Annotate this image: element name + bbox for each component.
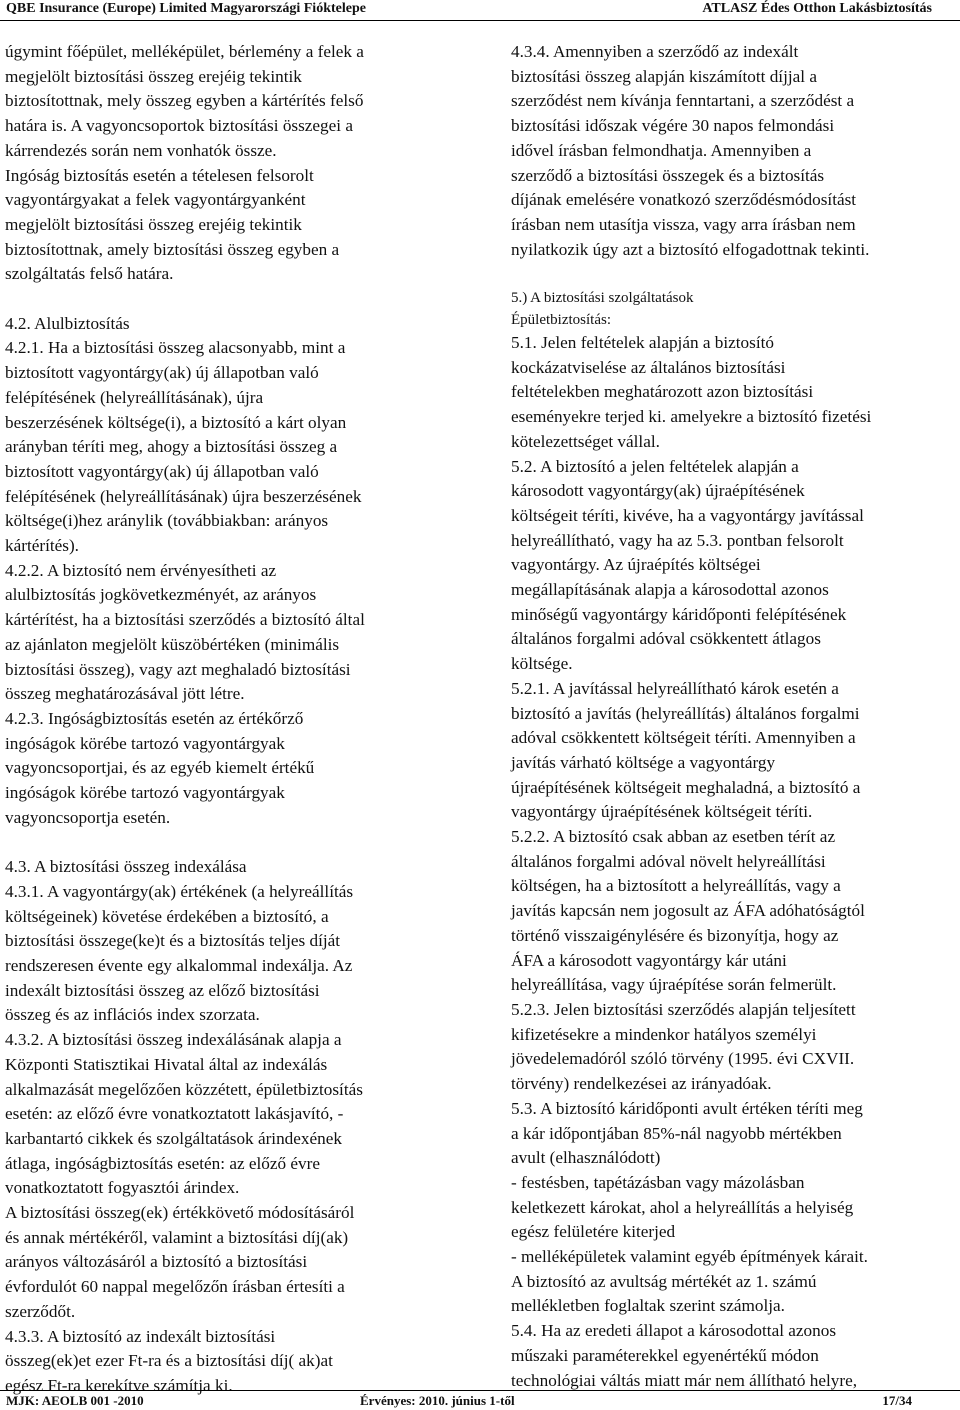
text-line: szerződést nem kívánja fenntartani, a szerződést a (511, 91, 855, 111)
text-line: feltételekben meghatározott azon biztosítási (511, 382, 814, 402)
text-line: arányos változásáról a biztosító a biztosítási (5, 1252, 308, 1272)
text-line: költsége. (511, 654, 573, 674)
text-line: 4.2. Alulbiztosítás (5, 313, 130, 333)
text-line: ÁFA a károsodott vagyontárgy kár utáni (511, 950, 787, 970)
text-line: vagyoncsoportjai, és az egyéb kiemelt értékű (5, 758, 315, 778)
text-line: javítás várható költsége a vagyontárgy (511, 752, 776, 772)
text-line: szerződőt. (5, 1301, 76, 1321)
paragraph-spacer (5, 287, 450, 312)
page-footer (0, 1390, 960, 1410)
text-line: avult (elhasználódott) (511, 1148, 661, 1168)
text-line: vagyontárgy újraépítésének költségeit téríti. (511, 802, 813, 822)
text-line: arányban téríti meg, ahogy a biztosítási összeg a (5, 437, 338, 457)
text-line: biztosítási összeg alapján kiszámított díjjal a (511, 66, 817, 86)
text-line: karbantartó cikkek és szolgáltatások árindexének (5, 1128, 342, 1148)
text-line: jövedelemadóról szóló törvény (1995. évi CXVII. (511, 1049, 855, 1069)
text-line: általános forgalmi adóval csökkentett átlagos (511, 629, 821, 649)
text-line: szolgáltatás felső határa. (5, 264, 174, 284)
text-line: általános forgalmi adóval növelt helyreállítási (511, 851, 826, 871)
text-line: vagyontárgyakat a felek vagyontárgyanként (5, 190, 306, 210)
header-product: ATLASZ Édes Otthon Lakásbiztosítás (702, 1, 932, 16)
text-line: A biztosító az avultság mértékét az 1. számú (511, 1271, 817, 1291)
text-line: úgymint főépület, melléképület, bérlemény a felek a (5, 42, 364, 61)
text-line: összeg meghatározásával jött létre. (5, 684, 245, 704)
text-line: vagyontárgy. Az újraépítés költségei (511, 555, 761, 575)
text-line: az ajánlaton megjelölt küszöbértéken (minimális (5, 634, 340, 654)
text-line: egész Ft-ra kerekítve számítja ki. (5, 1375, 233, 1395)
text-line: biztosítási összege(ke)t és a biztosítás teljes díját (5, 931, 341, 951)
text-line: mellékletben foglaltak szerint számolja. (511, 1296, 785, 1316)
text-line: Központi Statisztikai Hivatal által az indexálás (5, 1054, 328, 1074)
footer-valid-from: Érvényes: 2010. június 1-től (360, 1393, 515, 1408)
text-line: szerződő a biztosítási összegek és a biztosítás (511, 165, 825, 185)
right-column-section-5 (511, 331, 956, 1393)
text-line: és annak mértékéről, valamint a biztosítási díj(ak) (5, 1227, 349, 1247)
text-line: 4.2.3. Ingóságbiztosítás esetén az értékőrző (5, 708, 304, 728)
text-line: felépítésének (helyreállításának) újra beszerzésének (5, 486, 362, 506)
text-line: károsodott vagyontárgy(ak) újraépítésének (511, 481, 805, 501)
text-line: 5.4. Ha az eredeti állapot a károsodottal azonos (511, 1321, 837, 1341)
text-line: kockázatviselése az általános biztosítási (511, 357, 786, 377)
text-line: 4.3. A biztosítási összeg indexálása (5, 857, 247, 877)
text-line: alkalmazását megelőzően közzétett, épületbiztosítás (5, 1079, 363, 1099)
text-line: 5.3. A biztosító káridőponti avult értéken téríti meg (511, 1098, 863, 1118)
text-line: megjelölt biztosítási összeg erejéig tekintik (5, 214, 302, 234)
text-line: ingóságok körébe tartozó vagyontárgyak (5, 733, 285, 753)
text-line: költségeinek) követése érdekében a biztosító, a (5, 906, 329, 926)
text-line: felépítésének (helyreállításának), újra (5, 387, 264, 407)
text-line: vagyoncsoportja esetén. (5, 807, 171, 827)
text-line: alulbiztosítás jogkövetkezményét, az arányos (5, 585, 317, 605)
text-line: 5.1. Jelen feltételek alapján a biztosító (511, 333, 774, 353)
text-line: 5.2.3. Jelen biztosítási szerződés alapján teljesített (511, 1000, 856, 1019)
text-line: ingóságok körébe tartozó vagyontárgyak (5, 783, 285, 803)
text-line: törvény) rendelkezései az irányadóak. (511, 1074, 772, 1094)
text-line: idővel írásban felmondhatja. Amennyiben a (511, 140, 812, 160)
text-line: újraépítésének költségeit meghaladná, a biztosító a (511, 777, 861, 797)
text-line: 4.3.4. Amennyiben a szerződő az indexált (511, 42, 799, 61)
text-line: költsége(i)hez aránylik (továbbiakban: arányos (5, 511, 329, 531)
text-line: költségeit téríti, kivéve, ha a vagyontárgy javítással (511, 505, 864, 525)
text-line: kifizetésekre a mindenkor hatályos személyi (511, 1024, 817, 1044)
text-line: keletkezett károkat, ahol a helyreállítás a helyiség (511, 1197, 854, 1217)
text-line: kötelezettséget vállal. (511, 431, 660, 451)
text-line: - festésben, tapétázásban vagy mázolásban (511, 1172, 805, 1192)
text-line: költségen, ha a biztosított a helyreállítás, vagy a (511, 876, 841, 896)
paragraph-spacer (5, 830, 450, 855)
text-line: kártérítés). (5, 536, 79, 556)
text-line: adóval csökkentett költségeit téríti. Amennyiben a (511, 728, 856, 748)
text-line: A biztosítási összeg(ek) értékkövető módosításáról (5, 1203, 355, 1223)
text-line: eseményekre terjed ki. amelyekre a biztosító fizetési (511, 407, 872, 427)
text-line: biztosított vagyontárgy(ak) új állapotban való (5, 363, 319, 383)
text-line: esetén: az előző évre vonatkoztatott lakásjavító, - (5, 1104, 344, 1124)
text-line: biztosító a javítás (helyreállítás) általános forgalmi (511, 703, 860, 723)
text-line: nyilatkozik úgy azt a biztosító elfogadottnak tekinti. (511, 239, 870, 259)
text-line: 5.2.1. A javítással helyreállítható károk esetén a (511, 678, 839, 698)
text-line: biztosítottnak, mely összeg egyben a kártérítés felső (5, 91, 364, 111)
spacer (511, 262, 956, 287)
text-line: - melléképületek valamint egyéb építmények kárait. (511, 1247, 868, 1267)
text-line: 4.3.2. A biztosítási összeg indexálásának alapja a (5, 1030, 342, 1050)
footer-doc-code: MJK: AEOLB 001 -2010 (6, 1393, 144, 1408)
text-line: biztosított vagyontárgy(ak) új állapotban való (5, 461, 319, 481)
text-line: díjának emelésére vonatkozó szerződésmódosítást (511, 190, 857, 210)
text-line: műszaki paraméterekkel egyenértékű módon (511, 1345, 819, 1365)
text-line: vonatkoztatott fogyasztói árindex. (5, 1178, 240, 1198)
right-column (511, 40, 956, 1393)
text-line: biztosítási időszak végére 30 napos felmondási (511, 116, 835, 136)
text-line: megállapításának alapja a károsodottal azonos (511, 580, 829, 600)
header-company: QBE Insurance (Europe) Limited Magyarországi Fióktelepe (6, 1, 366, 16)
text-line: átlaga, ingóságbiztosítás esetén: az előző évre (5, 1153, 320, 1173)
text-line: megjelölt biztosítási összeg erejéig tekintik (5, 66, 302, 86)
text-line: 4.3.1. A vagyontárgy(ak) értékének (a helyreállítás (5, 881, 354, 901)
text-line: helyreállítása, vagy újraépítése során felmerült. (511, 975, 837, 995)
page-header (0, 0, 960, 21)
left-column (5, 40, 450, 1399)
text-line: 5.) A biztosítási szolgáltatások (511, 290, 694, 307)
text-line: évfordulót 60 nappal megelőzőn írásban értesíti a (5, 1277, 345, 1297)
text-line: a kár időpontjában 85%-nál nagyobb mértékben (511, 1123, 842, 1143)
text-line: biztosítottnak, amely biztosítási összeg egyben a (5, 239, 340, 259)
text-line: rendszeresen évente egy alkalommal indexálja. Az (5, 955, 353, 975)
text-line: javítás kapcsán nem jogosult az ÁFA adóhatóságtól (511, 901, 865, 921)
text-line: 4.2.2. A biztosító nem érvényesítheti az (5, 560, 277, 580)
footer-page-number: 17/34 (882, 1393, 912, 1408)
text-line: biztosítási összeg), vagy azt meghaladó biztosítási (5, 659, 351, 679)
text-line: 4.2.1. Ha a biztosítási összeg alacsonyabb, mint a (5, 338, 346, 358)
text-line: 5.2. A biztosító a jelen feltételek alapján a (511, 456, 799, 476)
text-line: írásban nem utasítja vissza, vagy arra írásban nem (511, 214, 856, 234)
text-line: egész felületére kiterjed (511, 1222, 676, 1242)
text-line: 5.2.2. A biztosító csak abban az esetben térít az (511, 827, 836, 847)
text-line: helyreállítható, vagy ha az 5.3. pontban felsorolt (511, 530, 844, 550)
text-line: határa is. A vagyoncsoportok biztosítási összegei a (5, 116, 353, 136)
right-column-heading (511, 287, 956, 331)
text-line: Ingóság biztosítás esetén a tételesen felsorolt (5, 165, 314, 185)
text-line: beszerzésének költsége(i), a biztosító a kárt olyan (5, 412, 347, 432)
text-line: 4.3.3. A biztosító az indexált biztosítási (5, 1326, 276, 1346)
right-column-section-434 (511, 40, 956, 262)
text-line: technológiai váltás miatt már nem állítható helyre, (511, 1370, 858, 1390)
text-line: minőségű vagyontárgy káridőponti felépítésének (511, 604, 847, 624)
text-line: történő visszaigénylésére és bizonyítja, hogy az (511, 925, 839, 945)
text-line: indexált biztosítási összeg az előző biztosítási (5, 980, 320, 1000)
text-line: Épületbiztosítás: (511, 312, 611, 329)
text-line: kárrendezés során nem vonhatók össze. (5, 140, 277, 160)
text-line: kártérítést, ha a biztosítási szerződés a biztosító által (5, 610, 365, 630)
text-line: összeg és az inflációs index szorzata. (5, 1005, 260, 1025)
text-line: összeg(ek)et ezer Ft-ra és a biztosítási díj( ak)at (5, 1351, 333, 1371)
